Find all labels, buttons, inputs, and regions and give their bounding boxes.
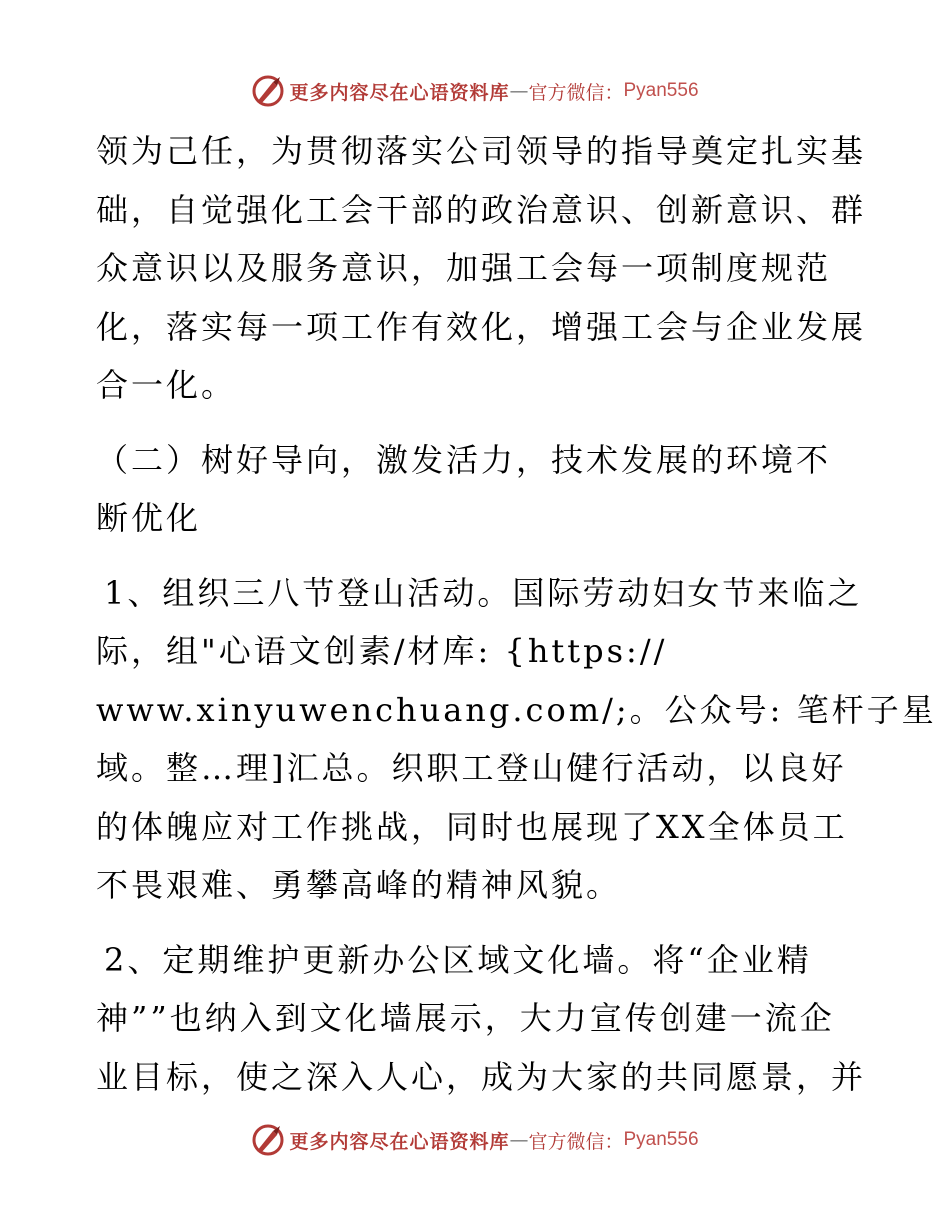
text-line: 1、组织三八节登山活动。国际劳动妇女节来临之: [104, 573, 863, 612]
text-line: 众意识以及服务意识，加强工会每一项制度规范: [96, 249, 832, 287]
text-line: 域。整…理]汇总。织职工登山健行活动，以良好: [96, 749, 847, 787]
heading-line: （二）树好导向，激发活力，技术发展的环境不: [96, 440, 832, 479]
text-line: 础，自觉强化工会干部的政治意识、创新意识、群: [96, 190, 867, 229]
heading-line: 断优化: [96, 499, 202, 537]
quill-logo-icon: [251, 74, 285, 108]
text-line: 合一化。: [96, 366, 237, 404]
footer-separator: —: [509, 1129, 529, 1151]
footer-wechat-label: 官方微信：: [528, 1130, 624, 1153]
text-line: 不畏艰难、勇攀高峰的精神风貌。: [96, 866, 622, 904]
text-line: 神””也纳入到文化墙展示，大力宣传创建一流企: [96, 999, 835, 1037]
text-line: 化，落实每一项工作有效化，增强工会与企业发展: [96, 307, 867, 346]
text-line: 2、定期维护更新办公区域文化墙。将“企业精: [104, 940, 812, 979]
section-heading: [96, 431, 866, 548]
paragraph-continued: [96, 122, 866, 415]
footer-banner: [0, 1120, 950, 1160]
text-line: 业目标，使之深入人心，成为大家的共同愿景，并: [96, 1057, 867, 1096]
text-line: 领为己任，为贯彻落实公司领导的指导奠定扎实基: [96, 132, 867, 170]
header-wechat-id: Pyan556: [623, 80, 699, 101]
list-item-1: [96, 564, 937, 915]
quill-logo-icon: [251, 1123, 285, 1157]
footer-promo-text: 更多内容尽在心语资料库: [289, 1130, 510, 1153]
header-banner: [0, 71, 950, 111]
text-line: 际，组"心语文创素/材库: {https://: [96, 632, 668, 670]
text-line: 的体魄应对工作挑战，同时也展现了XX全体员工: [96, 807, 848, 846]
header-separator: —: [509, 80, 529, 102]
header-promo-text: 更多内容尽在心语资料库: [289, 81, 510, 104]
header-wechat-label: 官方微信：: [528, 81, 624, 104]
footer-wechat-id: Pyan556: [623, 1129, 699, 1150]
list-item-2: [96, 931, 866, 1107]
document-body: [96, 122, 937, 1106]
text-line: www.xinyuwenchuang.com/;。公众号: 笔杆子星: [96, 690, 937, 729]
